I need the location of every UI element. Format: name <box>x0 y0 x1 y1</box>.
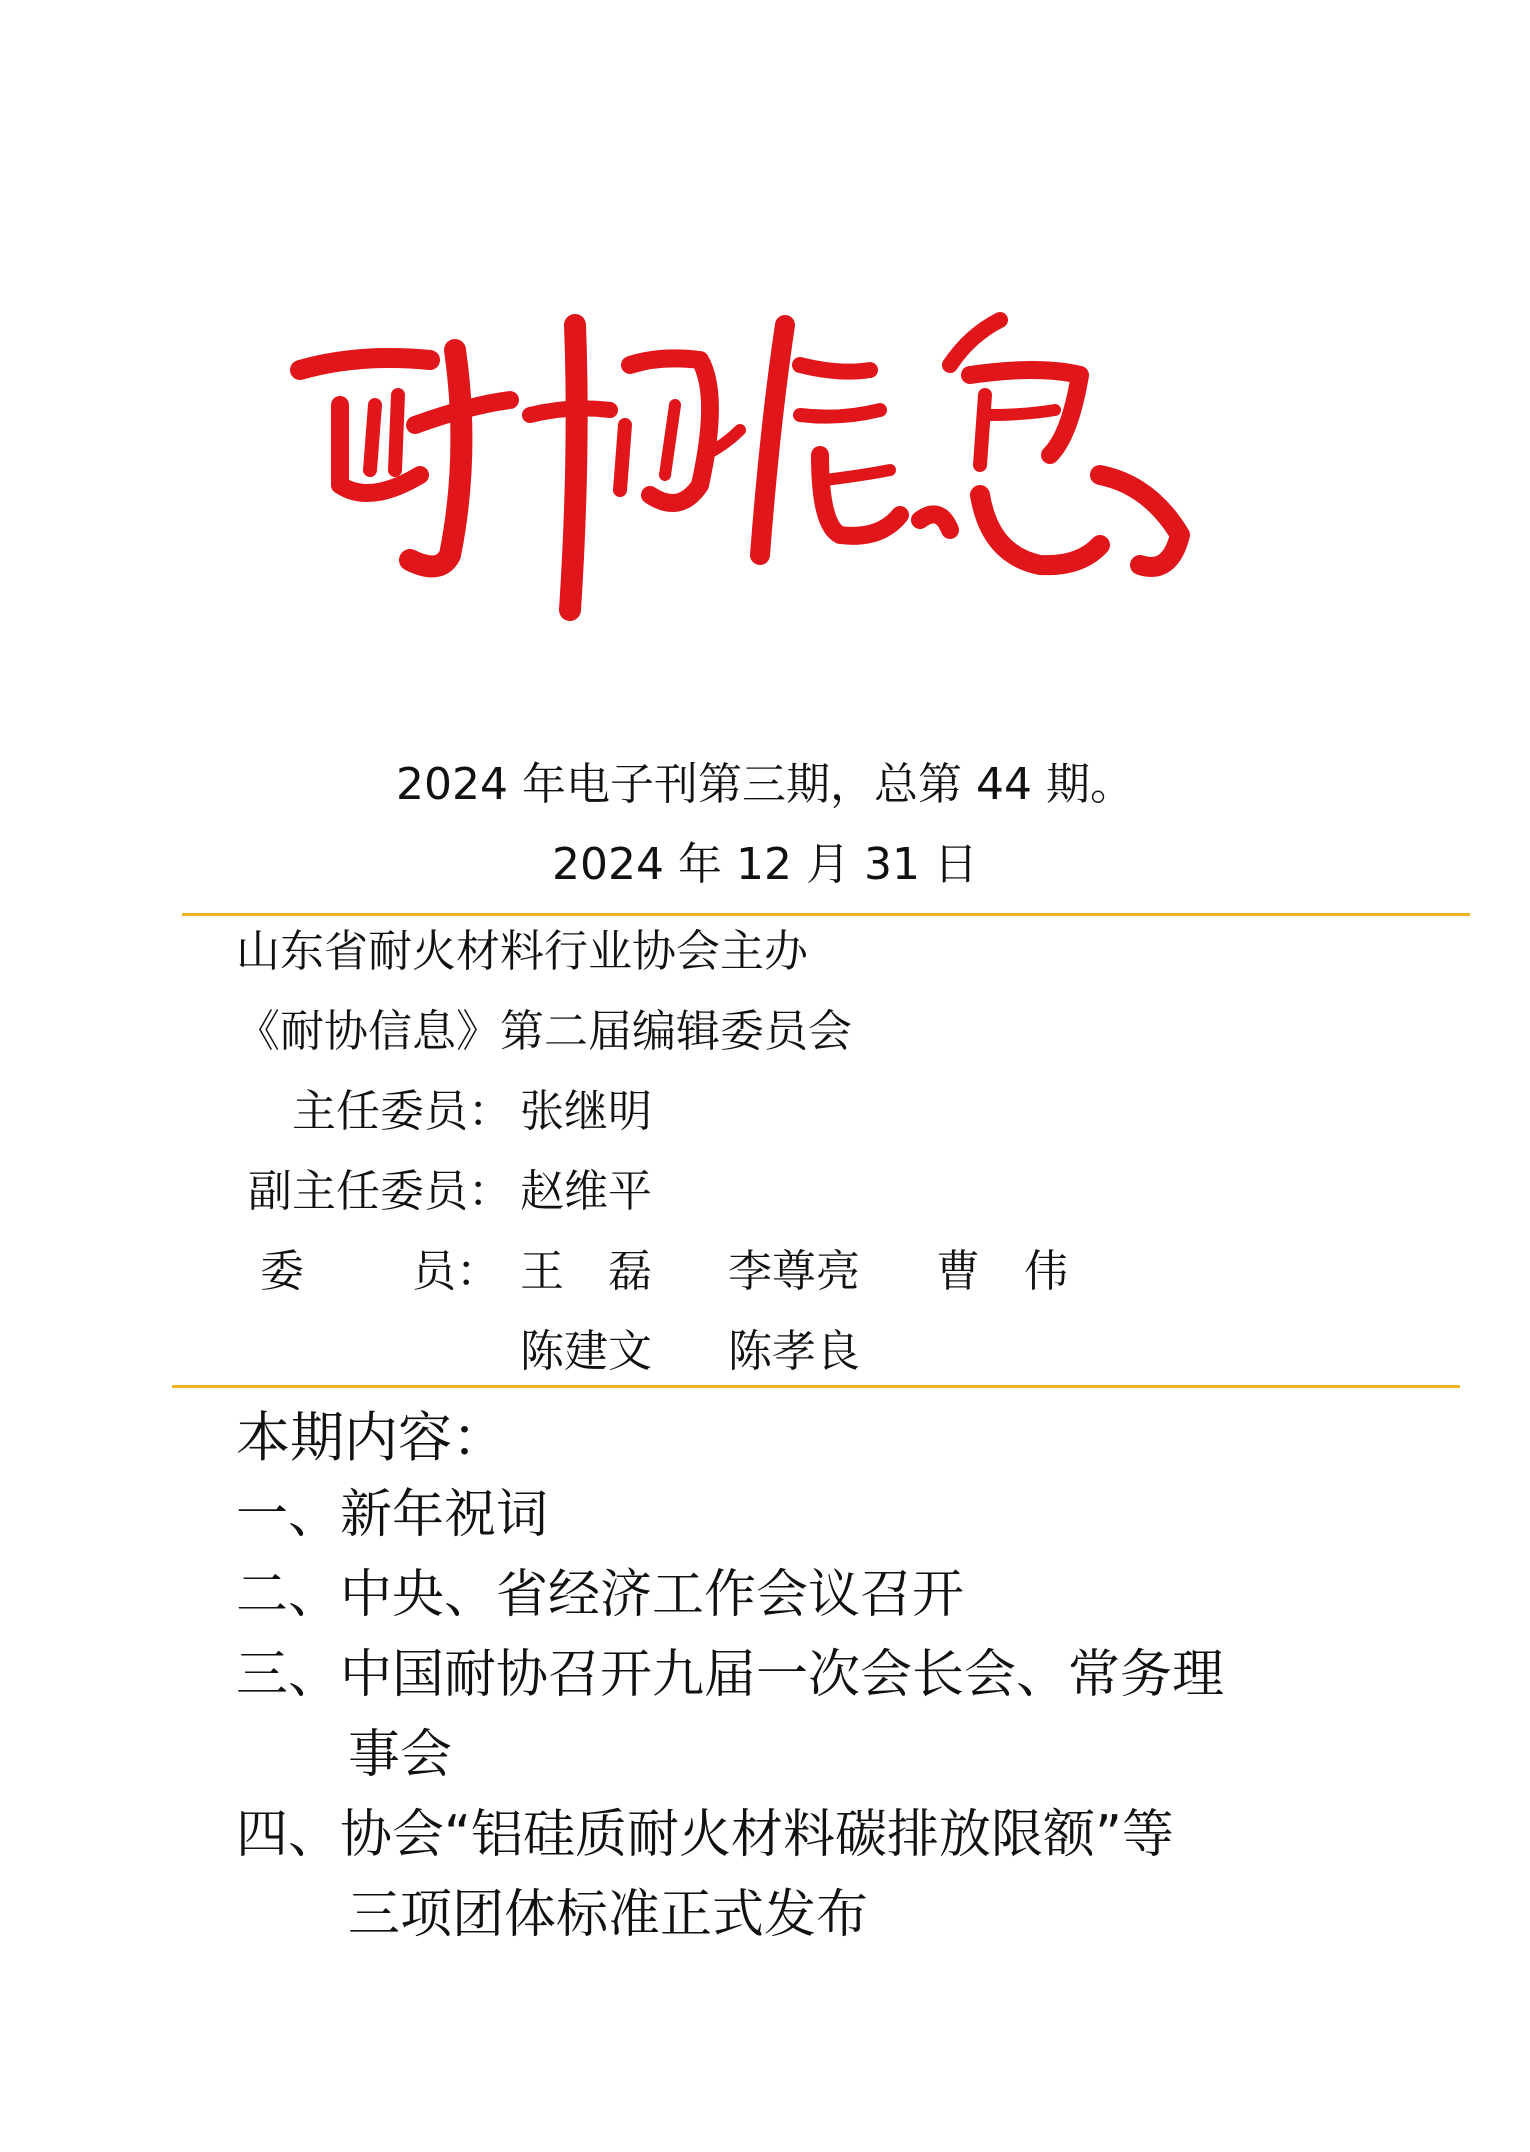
deputy-director-label: 副主任委员： <box>248 1166 512 1217</box>
toc-item-continuation: 三项团体标准正式发布 <box>348 1885 869 1945</box>
toc-heading: 本期内容： <box>236 1406 506 1469</box>
toc-item: 三、中国耐协召开九届一次会长会、常务理 <box>236 1645 1225 1705</box>
toc-item: 二、中央、省经济工作会议召开 <box>236 1565 965 1625</box>
members-label-1: 委 <box>260 1246 304 1297</box>
toc-item: 一、新年祝词 <box>236 1485 549 1545</box>
sponsor-line: 山东省耐火材料行业协会主办 <box>236 926 808 977</box>
toc-item: 四、协会“铝硅质耐火材料碳排放限额”等 <box>236 1805 1174 1865</box>
editorial-committee-title: 《耐协信息》第二届编辑委员会 <box>236 1006 852 1057</box>
member-name: 王 磊 <box>520 1246 652 1297</box>
deputy-director-row <box>0 1162 652 1222</box>
divider-bottom <box>172 1385 1460 1388</box>
deputy-director-name: 赵维平 <box>520 1166 652 1217</box>
masthead-logo <box>280 255 1240 625</box>
masthead-calligraphy <box>280 255 1240 625</box>
director-name: 张继明 <box>520 1086 652 1137</box>
director-label: 主任委员： <box>292 1086 512 1137</box>
issue-date: 2024 年 12 月 31 日 <box>552 839 978 890</box>
member-name: 李尊亮 <box>728 1246 860 1297</box>
director-row <box>0 1082 652 1142</box>
issue-number: 2024 年电子刊第三期，总第 44 期。 <box>396 759 1134 810</box>
member-name: 曹 伟 <box>936 1246 1068 1297</box>
member-name: 陈孝良 <box>728 1326 860 1377</box>
toc-item-continuation: 事会 <box>348 1725 453 1785</box>
divider-top <box>182 913 1470 916</box>
members-label-2: 员： <box>412 1246 500 1297</box>
member-name: 陈建文 <box>520 1326 652 1377</box>
